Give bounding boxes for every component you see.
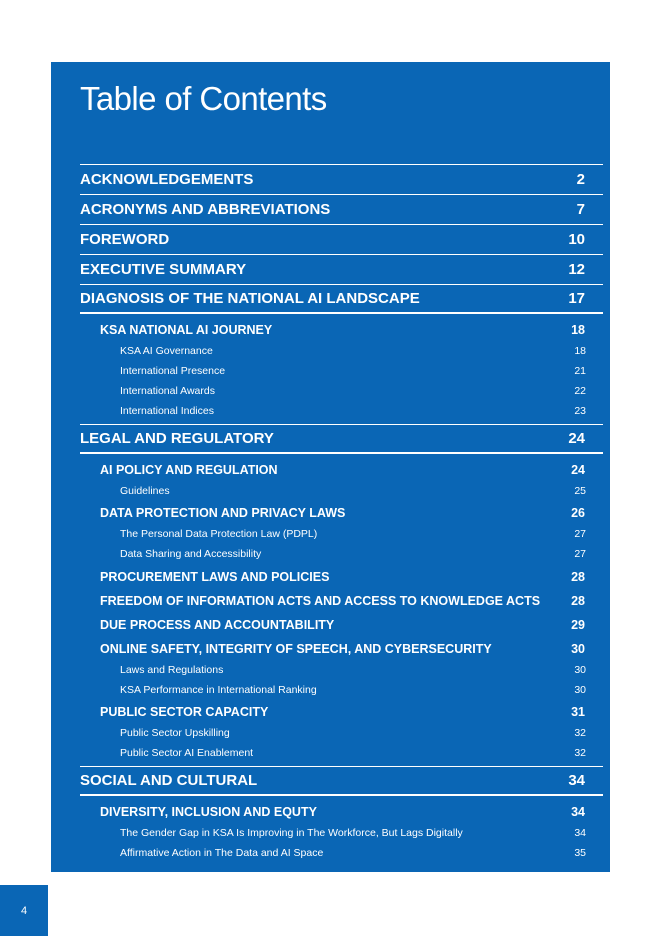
toc-entry-acknowledgements[interactable] [80, 164, 603, 194]
toc-entry-page: 23 [574, 405, 586, 417]
toc-entry-page: 32 [574, 727, 586, 739]
toc-entry-data-protection[interactable] [80, 502, 603, 524]
toc-entry-label: International Indices [120, 405, 214, 417]
toc-entry-label: FOREWORD [80, 231, 170, 248]
toc-entry-page: 27 [574, 528, 586, 540]
table-of-contents [80, 164, 603, 863]
toc-entry-foi[interactable] [80, 589, 603, 612]
toc-entry-label: LEGAL AND REGULATORY [80, 430, 274, 447]
toc-entry-public-sector-upskilling[interactable] [80, 723, 603, 743]
toc-entry-label: FREEDOM OF INFORMATION ACTS AND ACCESS TO KNOWLEDGE ACTS [100, 593, 541, 608]
toc-entry-diagnosis[interactable] [80, 284, 603, 314]
toc-entry-gender-gap[interactable] [80, 823, 603, 843]
toc-entry-label: KSA Performance in International Ranking [120, 684, 317, 696]
toc-entry-label: International Presence [120, 365, 226, 377]
toc-entry-legal-regulatory[interactable] [80, 424, 603, 454]
toc-entry-public-sector-enablement[interactable] [80, 743, 603, 763]
toc-entry-label: KSA NATIONAL AI JOURNEY [100, 323, 273, 337]
toc-entry-page: 18 [571, 323, 585, 337]
toc-entry-page: 17 [568, 290, 585, 307]
toc-entry-page: 22 [574, 385, 586, 397]
toc-entry-data-sharing[interactable] [80, 544, 603, 564]
toc-entry-label: DUE PROCESS AND ACCOUNTABILITY [100, 617, 335, 632]
toc-entry-page: 31 [571, 705, 585, 719]
toc-entry-page: 2 [576, 171, 585, 188]
toc-entry-laws-regulations[interactable] [80, 660, 603, 680]
toc-entry-page: 18 [574, 345, 586, 357]
toc-entry-label: ACKNOWLEDGEMENTS [80, 171, 254, 188]
toc-entry-acronyms[interactable] [80, 194, 603, 224]
toc-entry-foreword[interactable] [80, 224, 603, 254]
toc-entry-executive-summary[interactable] [80, 254, 603, 284]
page-number-box [0, 885, 48, 936]
toc-entry-label: ONLINE SAFETY, INTEGRITY OF SPEECH, AND CYBERSECURITY [100, 641, 492, 656]
toc-entry-page: 30 [571, 641, 585, 656]
toc-entry-label: DATA PROTECTION AND PRIVACY LAWS [100, 506, 346, 520]
toc-entry-label: Laws and Regulations [120, 664, 224, 676]
toc-entry-label: Data Sharing and Accessibility [120, 548, 262, 560]
toc-entry-affirmative-action[interactable] [80, 843, 603, 863]
toc-entry-page: 35 [574, 847, 586, 859]
toc-entry-label: SOCIAL AND CULTURAL [80, 772, 258, 789]
toc-entry-ai-policy[interactable] [80, 459, 603, 481]
toc-entry-page: 30 [574, 664, 586, 676]
toc-entry-label: DIAGNOSIS OF THE NATIONAL AI LANDSCAPE [80, 290, 420, 307]
toc-entry-label: The Personal Data Protection Law (PDPL) [120, 528, 318, 540]
toc-entry-ksa-ai-journey[interactable] [80, 319, 603, 341]
toc-entry-page: 27 [574, 548, 586, 560]
toc-entry-page: 34 [568, 772, 585, 789]
toc-entry-public-sector-capacity[interactable] [80, 701, 603, 723]
toc-entry-international-presence[interactable] [80, 361, 603, 381]
toc-entry-page: 7 [576, 201, 585, 218]
toc-entry-label: EXECUTIVE SUMMARY [80, 261, 247, 278]
toc-entry-page: 24 [568, 430, 585, 447]
toc-entry-international-indices[interactable] [80, 401, 603, 421]
toc-entry-online-safety[interactable] [80, 637, 603, 660]
toc-entry-page: 21 [574, 365, 586, 377]
toc-entry-label: DIVERSITY, INCLUSION AND EQUTY [100, 805, 317, 819]
toc-entry-page: 29 [571, 617, 585, 632]
toc-entry-social-cultural[interactable] [80, 766, 603, 796]
toc-entry-label: KSA AI Governance [120, 345, 213, 357]
toc-entry-procurement[interactable] [80, 565, 603, 588]
toc-entry-ksa-ai-governance[interactable] [80, 341, 603, 361]
toc-entry-page: 26 [571, 506, 585, 520]
toc-entry-label: The Gender Gap in KSA Is Improving in The Workforce, But Lags Digitally [120, 827, 463, 839]
toc-entry-label: Affirmative Action in The Data and AI Space [120, 847, 324, 859]
toc-entry-page: 10 [568, 231, 585, 248]
toc-entry-page: 25 [574, 485, 586, 497]
toc-entry-international-awards[interactable] [80, 381, 603, 401]
toc-entry-label: PROCUREMENT LAWS AND POLICIES [100, 569, 330, 584]
toc-entry-label: Guidelines [120, 485, 170, 497]
toc-entry-page: 32 [574, 747, 586, 759]
toc-entry-page: 24 [571, 463, 585, 477]
toc-entry-page: 12 [568, 261, 585, 278]
toc-entry-ksa-performance[interactable] [80, 680, 603, 700]
toc-entry-label: Public Sector AI Enablement [120, 747, 254, 759]
toc-entry-pdpl[interactable] [80, 524, 603, 544]
toc-entry-page: 30 [574, 684, 586, 696]
toc-entry-page: 28 [571, 593, 585, 608]
toc-entry-label: ACRONYMS AND ABBREVIATIONS [80, 201, 331, 218]
toc-entry-due-process[interactable] [80, 613, 603, 636]
page-title: Table of Contents [80, 80, 327, 117]
toc-entry-label: PUBLIC SECTOR CAPACITY [100, 705, 269, 719]
toc-entry-page: 34 [571, 805, 585, 819]
toc-entry-guidelines[interactable] [80, 481, 603, 501]
toc-entry-label: AI POLICY AND REGULATION [100, 463, 278, 477]
page-number: 4 [20, 904, 28, 917]
toc-entry-label: Public Sector Upskilling [120, 727, 230, 739]
toc-entry-page: 34 [574, 827, 586, 839]
toc-entry-diversity[interactable] [80, 801, 603, 823]
toc-entry-label: International Awards [120, 385, 215, 397]
toc-entry-page: 28 [571, 569, 585, 584]
